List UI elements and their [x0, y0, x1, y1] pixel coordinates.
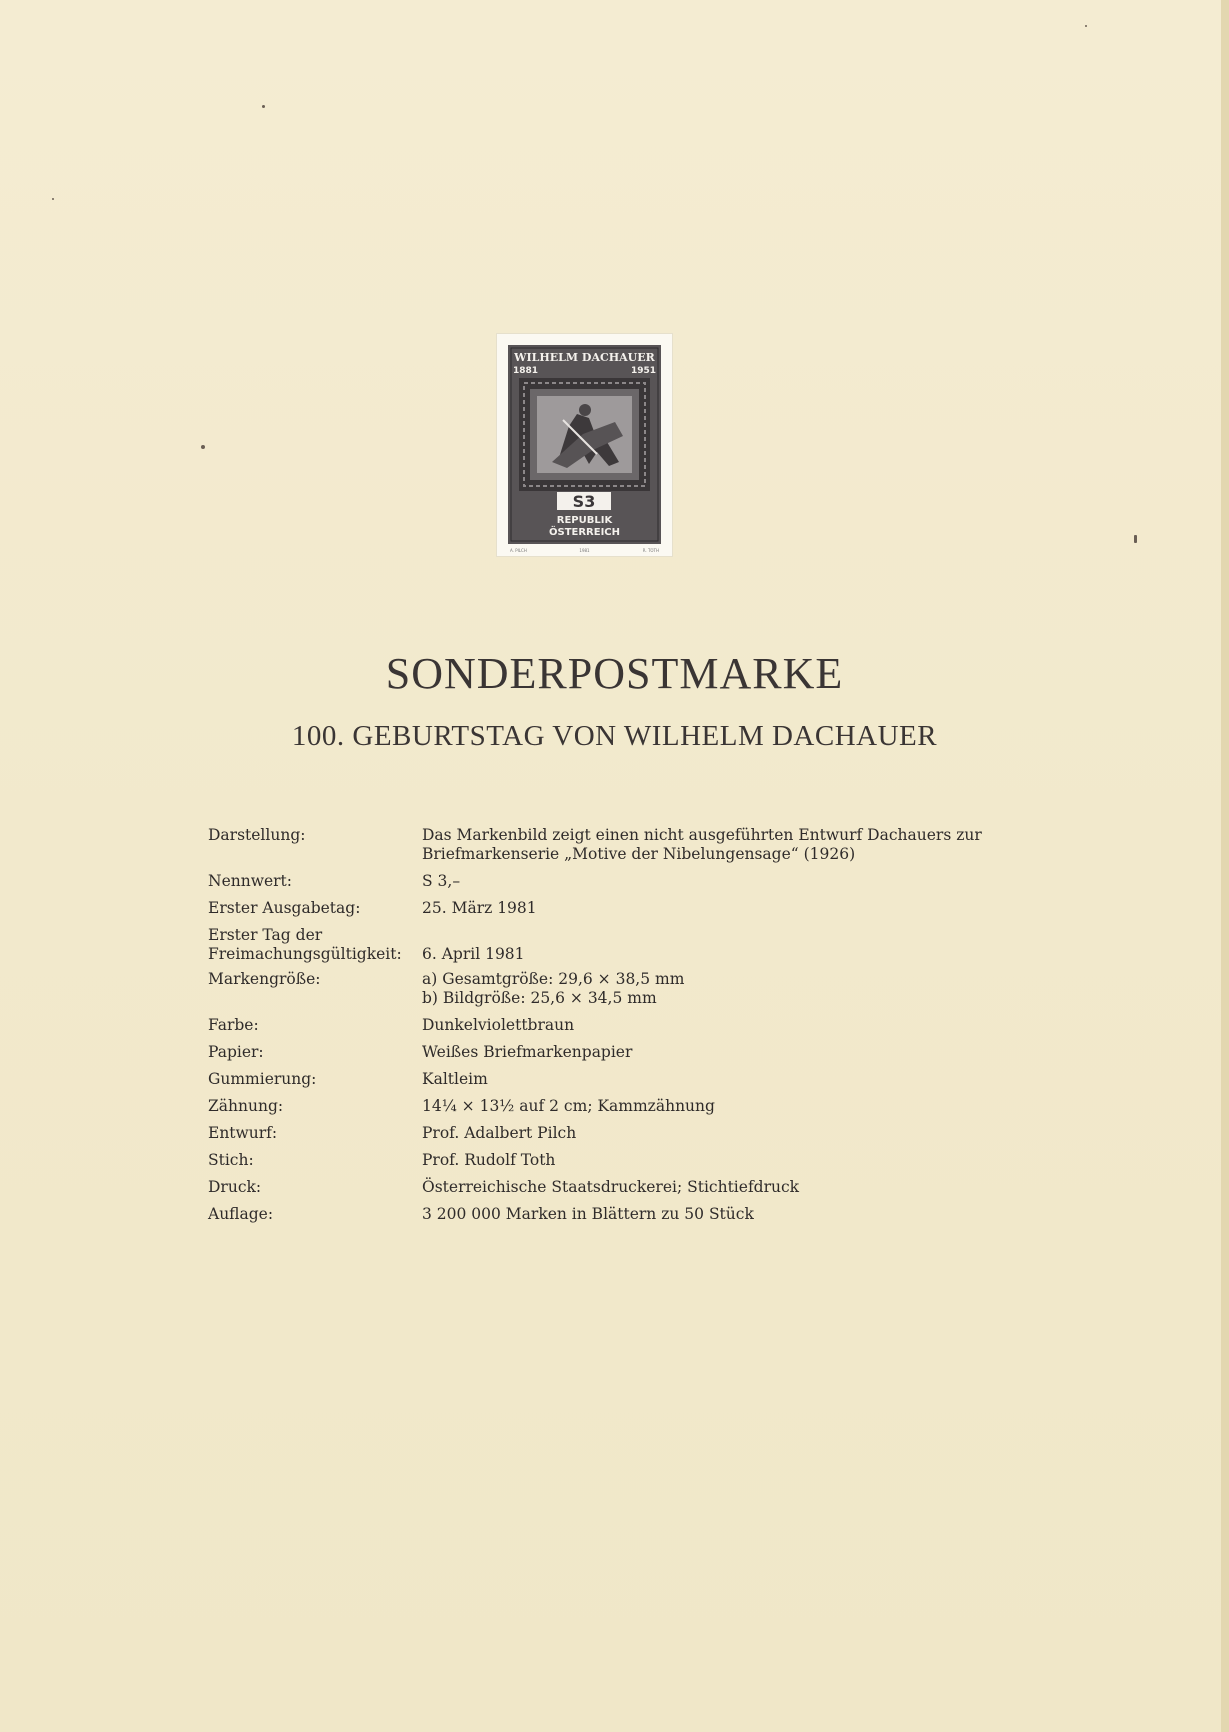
detail-label: [208, 1097, 408, 1116]
detail-label-line: Freimachungsgültigkeit:: [208, 945, 402, 963]
stamp-denomination: S3: [572, 492, 596, 511]
detail-value: [422, 1124, 988, 1143]
detail-label-line: Farbe:: [208, 1016, 259, 1034]
detail-value: [422, 1178, 988, 1197]
stamp-credit-center: 1981: [579, 548, 590, 553]
detail-row: [208, 926, 988, 964]
detail-label: [208, 1205, 408, 1224]
detail-label-line: Entwurf:: [208, 1124, 278, 1142]
detail-value-line: Österreichische Staatsdruckerei; Stichtiefdruck: [422, 1178, 800, 1196]
detail-label: [208, 1043, 408, 1062]
detail-row: [208, 826, 988, 864]
detail-value-line: Dunkelviolettbraun: [422, 1016, 575, 1034]
detail-row: [208, 872, 988, 891]
detail-value: [422, 926, 988, 964]
detail-label-line: Nennwert:: [208, 872, 293, 890]
stamp-year-left: 1881: [513, 366, 539, 376]
paper-speck: [201, 445, 205, 449]
stamp-credit-left: A. PILCH: [510, 548, 527, 553]
stamp-artist-name: WILHELM DACHAUER: [514, 351, 655, 364]
detail-value: [422, 899, 988, 918]
detail-value-line: 6. April 1981: [422, 945, 525, 963]
detail-row: [208, 970, 988, 1008]
stamp-year-right: 1951: [630, 366, 656, 376]
detail-value-line: Das Markenbild zeigt einen nicht ausgeführten Entwurf Dachauers zur: [422, 826, 982, 844]
stamp-credit-right: R. TOTH: [642, 548, 659, 553]
detail-value-line: [422, 926, 988, 945]
page-edge: [1221, 0, 1229, 1732]
stamp-proof: [497, 334, 672, 556]
detail-value-line: b) Bildgröße: 25,6 × 34,5 mm: [422, 989, 657, 1007]
detail-value: [422, 1097, 988, 1116]
page-subtitle: 100. GEBURTSTAG VON WILHELM DACHAUER: [291, 720, 938, 752]
detail-label-line: Markengröße:: [208, 970, 321, 988]
paper-speck: [52, 198, 54, 200]
stamp-country-line2: ÖSTERREICH: [548, 527, 621, 538]
detail-value: [422, 872, 988, 891]
detail-label: [208, 1124, 408, 1143]
detail-row: [208, 1070, 988, 1089]
detail-value: [422, 1205, 988, 1224]
detail-label-line: Papier:: [208, 1043, 264, 1061]
stamp-figure-head: [579, 404, 591, 416]
detail-value-line: Prof. Rudolf Toth: [422, 1151, 556, 1169]
detail-row: [208, 1205, 988, 1224]
detail-value-line: Weißes Briefmarkenpapier: [422, 1043, 633, 1061]
page-title: SONDERPOSTMARKE: [385, 649, 844, 698]
detail-value: [422, 826, 988, 864]
detail-value: [422, 1043, 988, 1062]
detail-value: [422, 1070, 988, 1089]
detail-label-line: Druck:: [208, 1178, 262, 1196]
detail-label: [208, 826, 408, 845]
paper-speck: [1134, 535, 1137, 543]
detail-value-line: S 3,–: [422, 872, 461, 890]
detail-label-line: Stich:: [208, 1151, 254, 1169]
detail-label-line: Darstellung:: [208, 826, 306, 844]
detail-value-line: 14¼ × 13½ auf 2 cm; Kammzähnung: [422, 1097, 715, 1115]
detail-label: [208, 926, 408, 964]
detail-value: [422, 970, 988, 1008]
detail-row: [208, 1097, 988, 1116]
detail-value-line: a) Gesamtgröße: 29,6 × 38,5 mm: [422, 970, 685, 988]
detail-label: [208, 872, 408, 891]
paper-speck: [262, 105, 265, 108]
detail-value: [422, 1151, 988, 1170]
detail-row: [208, 1151, 988, 1170]
stamp-details-list: [208, 818, 988, 1224]
detail-value-line: Prof. Adalbert Pilch: [422, 1124, 577, 1142]
detail-row: [208, 1178, 988, 1197]
detail-label: [208, 1016, 408, 1035]
detail-value-line: Briefmarkenserie „Motive der Nibelungensage“ (1926): [422, 845, 856, 863]
detail-label: [208, 1178, 408, 1197]
paper-speck: [1085, 25, 1087, 27]
detail-label-line: Gummierung:: [208, 1070, 317, 1088]
detail-label-line: Erster Ausgabetag:: [208, 899, 361, 917]
detail-value-line: 25. März 1981: [422, 899, 537, 917]
detail-value-line: 3 200 000 Marken in Blättern zu 50 Stück: [422, 1205, 754, 1223]
detail-row: [208, 1124, 988, 1143]
detail-row: [208, 1043, 988, 1062]
detail-row: [208, 1016, 988, 1035]
detail-label-line: Auflage:: [208, 1205, 274, 1223]
detail-label: [208, 899, 408, 918]
detail-value-line: Kaltleim: [422, 1070, 488, 1088]
detail-label-line: Zähnung:: [208, 1097, 284, 1115]
detail-label: [208, 1151, 408, 1170]
detail-label-line: Erster Tag der: [208, 926, 323, 944]
detail-value: [422, 1016, 988, 1035]
detail-label: [208, 1070, 408, 1089]
detail-row: [208, 899, 988, 918]
stamp-country-line1: REPUBLIK: [556, 515, 613, 526]
stamp-image: [497, 334, 672, 556]
detail-label: [208, 970, 408, 989]
